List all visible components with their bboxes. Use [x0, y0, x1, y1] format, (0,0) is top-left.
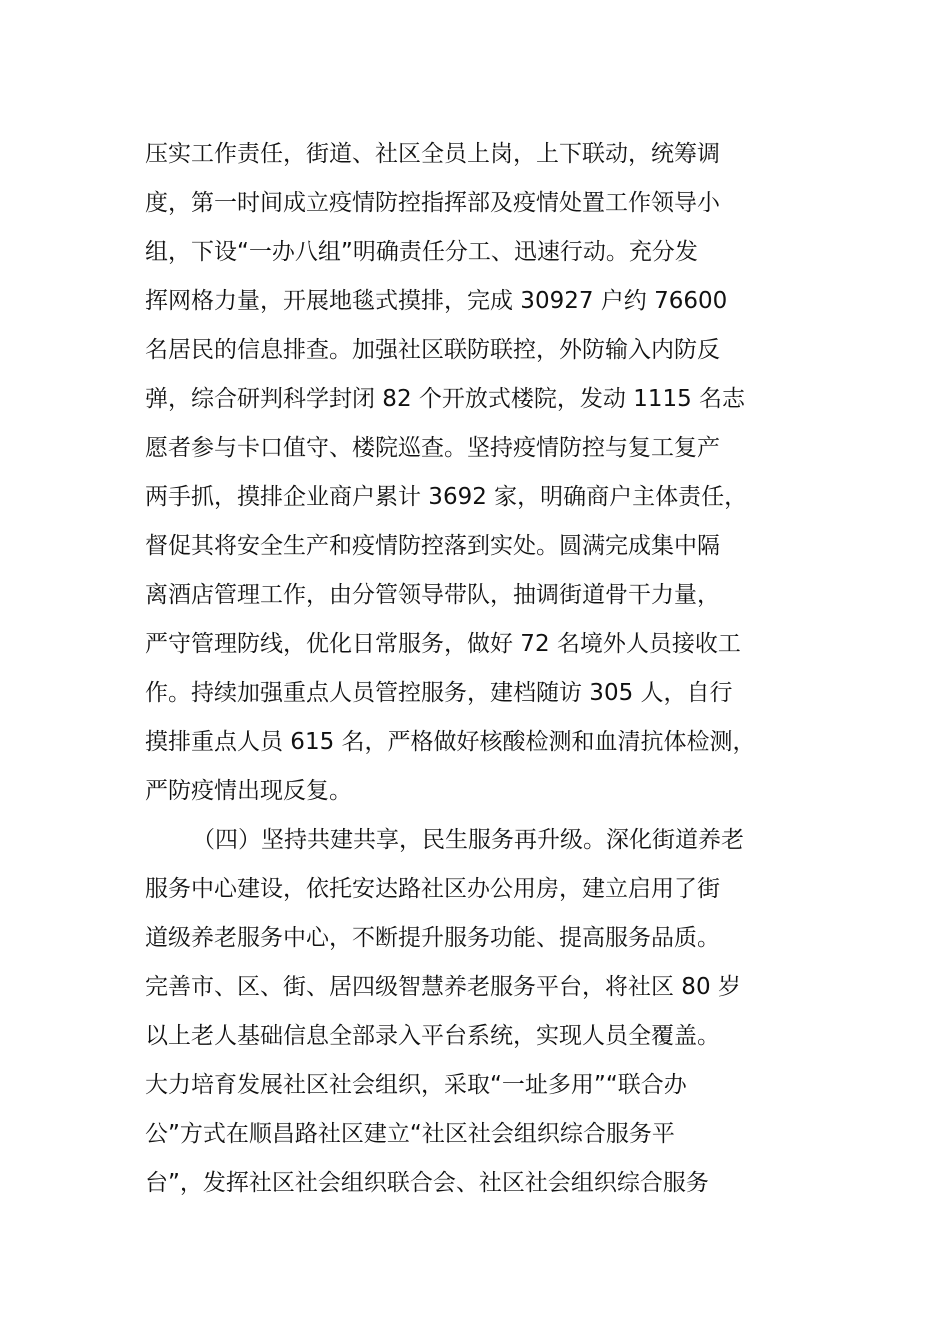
paragraph-2-line-8: 台”，发挥社区社会组织联合会、社区社会组织综合服务	[145, 1170, 709, 1196]
paragraph-2-line-6: 大力培育发展社区社会组织，采取“一址多用”“联合办	[145, 1072, 687, 1098]
paragraph-1-line-1: 压实工作责任，街道、社区全员上岗，上下联动，统筹调	[145, 141, 720, 167]
paragraph-2-line-2: 服务中心建设，依托安达路社区办公用房，建立启用了街	[145, 876, 720, 902]
paragraph-1-line-4: 挥网格力量，开展地毯式摸排，完成 30927 户约 76600	[145, 288, 728, 314]
paragraph-1-line-6: 弹，综合研判科学封闭 82 个开放式楼院，发动 1115 名志	[145, 386, 746, 412]
paragraph-1-line-11: 严守管理防线，优化日常服务，做好 72 名境外人员接收工	[145, 631, 741, 657]
paragraph-1-line-12: 作。持续加强重点人员管控服务，建档随访 305 人，自行	[145, 680, 733, 706]
paragraph-1-line-14: 严防疫情出现反复。	[145, 778, 352, 804]
paragraph-1-line-9: 督促其将安全生产和疫情防控落到实处。圆满完成集中隔	[145, 533, 720, 559]
paragraph-2-line-3: 道级养老服务中心，不断提升服务功能、提高服务品质。	[145, 925, 720, 951]
paragraph-1-line-2: 度，第一时间成立疫情防控指挥部及疫情处置工作领导小	[145, 190, 720, 216]
paragraph-1-line-7: 愿者参与卡口值守、楼院巡查。坚持疫情防控与复工复产	[145, 435, 720, 461]
paragraph-1-line-10: 离酒店管理工作，由分管领导带队，抽调街道骨干力量，	[145, 582, 720, 608]
paragraph-1-line-5: 名居民的信息排查。加强社区联防联控，外防输入内防反	[145, 337, 720, 363]
paragraph-1-line-13: 摸排重点人员 615 名，严格做好核酸检测和血清抗体检测，	[145, 729, 756, 755]
paragraph-2-line-7: 公”方式在顺昌路社区建立“社区社会组织综合服务平	[145, 1121, 675, 1147]
paragraph-1-line-8: 两手抓，摸排企业商户累计 3692 家，明确商户主体责任，	[145, 484, 748, 510]
paragraph-1-line-3: 组，下设“一办八组”明确责任分工、迅速行动。充分发	[145, 239, 698, 265]
paragraph-2-line-5: 以上老人基础信息全部录入平台系统，实现人员全覆盖。	[145, 1023, 720, 1049]
paragraph-2-line-1: （四）坚持共建共享，民生服务再升级。深化街道养老	[192, 827, 744, 853]
paragraph-2-line-4: 完善市、区、街、居四级智慧养老服务平台，将社区 80 岁	[145, 974, 741, 1000]
